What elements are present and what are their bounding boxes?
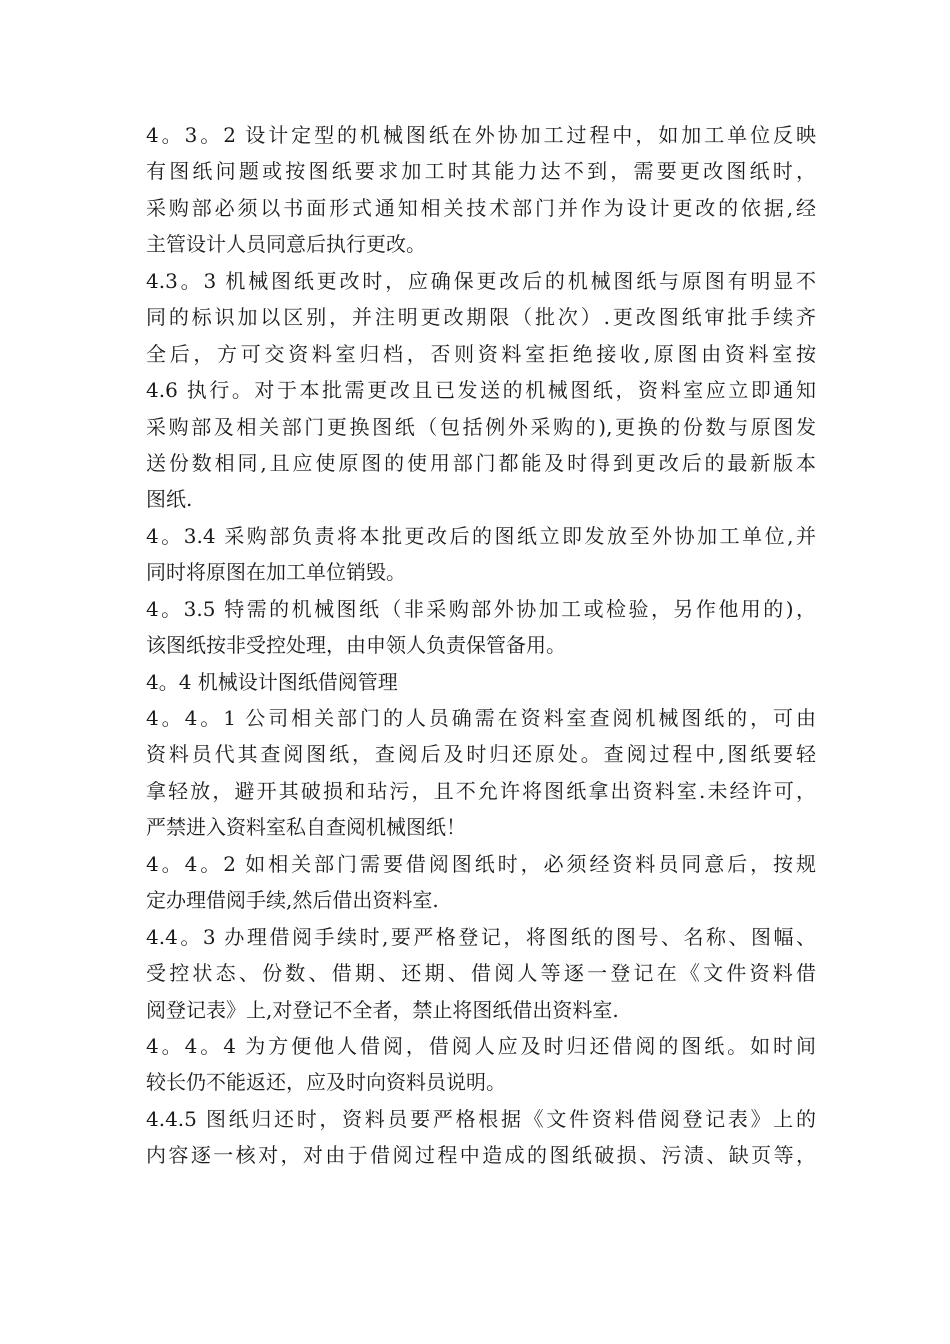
document-line: 4。4。2 如相关部门需要借阅图纸时，必须经资料员同意后，按规 (146, 851, 816, 876)
document-line: 同时将原图在加工单位销毁。 (146, 560, 406, 585)
document-line: 该图纸按非受控处理，由申领人负责保管备用。 (146, 633, 566, 658)
document-line: 4.4.5 图纸归还时，资料员要严格根据《文件资料借阅登记表》上的 (146, 1106, 816, 1131)
document-line: 4.6 执行。对于本批需更改且已发送的机械图纸，资料室应立即通知 (146, 378, 816, 403)
document-line: 资料员代其查阅图纸，查阅后及时归还原处。查阅过程中,图纸要轻 (146, 742, 816, 767)
document-line: 阅登记表》上,对登记不全者，禁止将图纸借出资料室. (146, 997, 619, 1022)
document-line: 4。3。2 设计定型的机械图纸在外协加工过程中，如加工单位反映 (146, 123, 816, 147)
document-line: 定办理借阅手续,然后借出资料室. (146, 888, 439, 913)
document-line: 内容逐一核对，对由于借阅过程中造成的图纸破损、污渍、缺页等， (146, 1143, 816, 1168)
document-line: 主管设计人员同意后执行更改。 (146, 232, 426, 257)
document-line: 有图纸问题或按图纸要求加工时其能力达不到，需要更改图纸时， (146, 159, 816, 184)
document-line: 4。3.5 特需的机械图纸（非采购部外协加工或检验，另作他用的)， (146, 596, 816, 621)
document-line: 送份数相同,且应使原图的使用部门都能及时得到更改后的最新版本 (146, 450, 816, 475)
document-line: 受控状态、份数、借期、还期、借阅人等逐一登记在《文件资料借 (146, 961, 816, 986)
document-line: 4。4。4 为方便他人借阅，借阅人应及时归还借阅的图纸。如时间 (146, 1033, 816, 1058)
document-line: 4。3.4 采购部负责将本批更改后的图纸立即发放至外协加工单位,并 (146, 523, 816, 548)
document-line: 较长仍不能返还，应及时向资料员说明。 (146, 1070, 506, 1095)
document-line: 同的标识加以区别，并注明更改期限（批次）.更改图纸审批手续齐 (146, 305, 816, 330)
document-line: 图纸. (146, 487, 193, 512)
document-body (146, 117, 816, 1174)
document-line: 拿轻放，避开其破损和玷污，且不允许将图纸拿出资料室.未经许可， (146, 778, 816, 803)
document-line: 4.4。3 办理借阅手续时,要严格登记，将图纸的图号、名称、图幅、 (146, 924, 816, 949)
document-line: 全后，方可交资料室归档，否则资料室拒绝接收,原图由资料室按 (146, 341, 816, 366)
document-line: 采购部及相关部门更换图纸（包括例外采购的),更换的份数与原图发 (146, 414, 816, 439)
document-line: 4。4。1 公司相关部门的人员确需在资料室查阅机械图纸的，可由 (146, 706, 816, 730)
document-line: 严禁进入资料室私自查阅机械图纸！ (146, 815, 466, 840)
document-line: 采购部必须以书面形式通知相关技术部门并作为设计更改的依据,经 (146, 195, 816, 220)
document-line: 4.3。3 机械图纸更改时，应确保更改后的机械图纸与原图有明显不 (146, 268, 816, 293)
document-line: 4。4 机械设计图纸借阅管理 (146, 669, 398, 694)
